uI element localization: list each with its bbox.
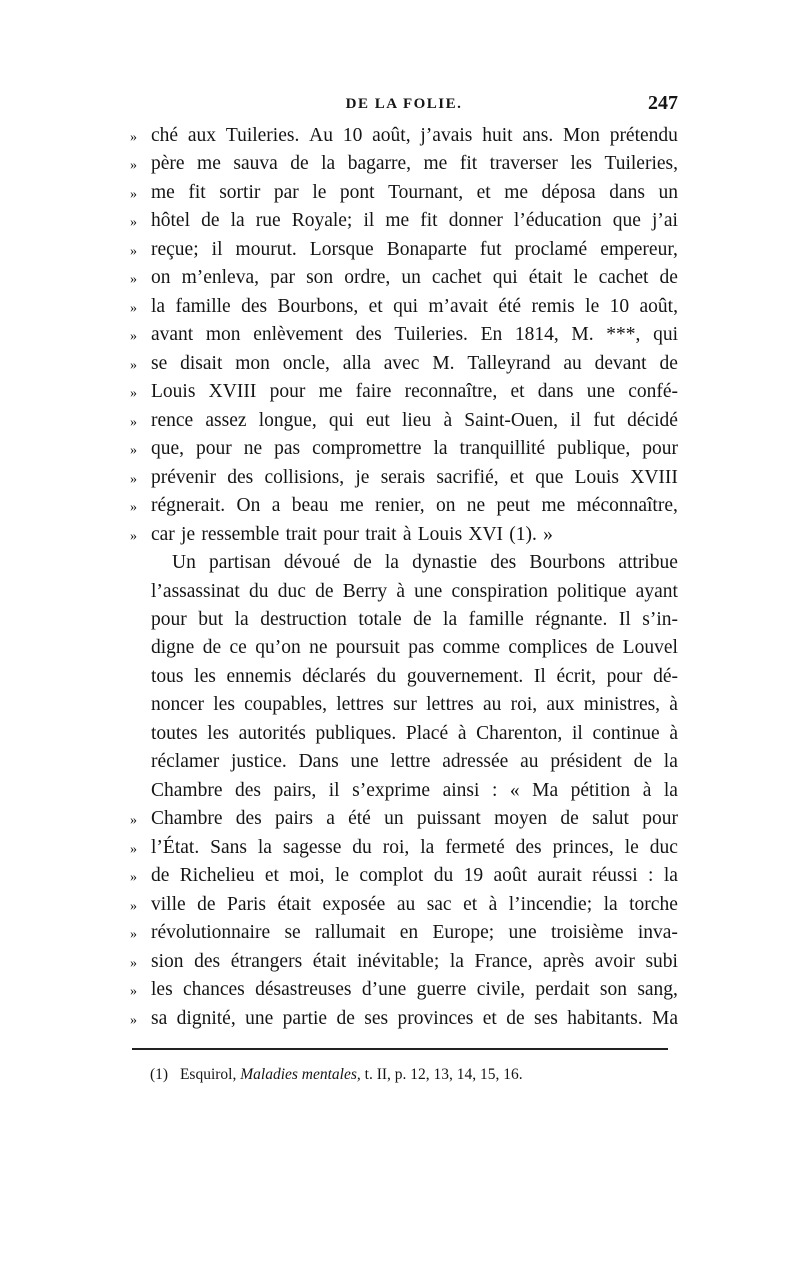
line-text: toutes les autorités publiques. Placé à Charenton, il continue à [151,722,678,744]
line-text: ville de Paris était exposée au sac et à l’incendie; la torche [151,893,678,915]
line-text: Un partisan dévoué de la dynastie des Bourbons attribue [172,552,678,574]
text-line [130,834,678,862]
text-line [130,464,678,492]
line-text: que, pour ne pas compromettre la tranquillité publique, pour [151,438,678,460]
quote-marker: » [130,386,137,402]
text-line [130,122,678,150]
line-text: digne de ce qu’on ne poursuit pas comme complices de Louvel [151,637,678,659]
text-line [130,1005,678,1033]
text-line [130,549,678,577]
text-line [130,264,678,292]
quote-marker: » [130,130,137,145]
text-line [130,919,678,947]
line-text: reçue; il mourut. Lorsque Bonaparte fut proclamé empereur, [151,238,678,260]
running-head [130,92,678,120]
line-text: car je ressemble trait pour trait à Louis XVI (1). » [151,523,553,545]
text-line [130,150,678,178]
quote-marker: » [130,984,137,1000]
quote-marker: » [130,528,137,544]
quote-marker: » [130,414,137,430]
text-line [130,321,678,349]
text-line [130,492,678,520]
line-text: de Richelieu et moi, le complot du 19 août aurait réussi : la [151,865,678,887]
line-text: rence assez longue, qui eut lieu à Saint-Ouen, il fut décidé [151,409,678,431]
text-line [130,720,678,748]
text-line [130,578,678,606]
line-text: prévenir des collisions, je serais sacrifié, et que Louis XVIII [151,466,678,488]
line-text: les chances désastreuses d’une guerre civile, perdait son sang, [151,979,678,1001]
line-text: hôtel de la rue Royale; il me fit donner l’éducation que j’ai [151,210,678,232]
running-head-title: DE LA FOLIE. [345,96,463,112]
quote-marker: » [130,243,137,259]
text-line [130,948,678,976]
quote-marker: » [130,186,137,202]
quote-marker: » [130,898,137,914]
line-text: Chambre des pairs a été un puissant moyen de salut pour [151,808,678,830]
line-text: l’État. Sans la sagesse du roi, la fermeté des princes, le duc [151,836,678,858]
quote-marker: » [130,1012,137,1028]
line-text: Chambre des pairs, il s’exprime ainsi : « Ma pétition à la [151,779,678,801]
quote-marker: » [130,927,137,943]
line-text: père me sauva de la bagarre, me fit traverser les Tuileries, [151,153,678,175]
line-text: sion des étrangers était inévitable; la France, après avoir subi [151,950,678,972]
footnote [150,1066,523,1084]
text-line [130,691,678,719]
quote-marker: » [130,500,137,516]
quote-marker: » [130,841,137,857]
text-line [130,891,678,919]
text-line [130,521,678,549]
line-text: pour but la destruction totale de la famille régnante. Il s’in- [151,608,678,630]
text-line [130,350,678,378]
text-line [130,236,678,264]
quote-marker: » [130,870,137,886]
line-text: noncer les coupables, lettres sur lettres au roi, aux ministres, à [151,694,678,716]
text-line [130,777,678,805]
quote-marker: » [130,955,137,971]
text-line [130,378,678,406]
quote-marker: » [130,215,137,231]
quote-marker: » [130,272,137,288]
line-text: régnerait. On a beau me renier, on ne peut me méconnaître, [151,495,678,517]
text-line [130,179,678,207]
text-line [130,207,678,235]
line-text: révolutionnaire se rallumait en Europe; une troisième inva- [151,922,678,944]
line-text: sa dignité, une partie de ses provinces et de ses habitants. Ma [151,1007,678,1029]
line-text: réclamer justice. Dans une lettre adressée au président de la [151,751,678,773]
footnote-label: (1) [150,1066,169,1083]
text-line [130,976,678,1004]
page-number: 247 [648,92,678,114]
line-text: l’assassinat du duc de Berry à une conspiration politique ayant [151,580,678,602]
line-text: on m’enleva, par son ordre, un cachet qui était le cachet de [151,267,678,289]
text-line [130,293,678,321]
quote-marker: » [130,300,137,316]
quote-marker: » [130,443,137,459]
line-text: se disait mon oncle, alla avec M. Talleyrand au devant de [151,352,678,374]
quote-marker: » [130,158,137,174]
line-text: tous les ennemis déclarés du gouvernement. Il écrit, pour dé- [151,665,678,687]
text-line [130,634,678,662]
quote-marker: » [130,357,137,373]
quote-marker: » [130,329,137,345]
text-line [130,663,678,691]
text-line [130,748,678,776]
line-text: avant mon enlèvement des Tuileries. En 1814, M. ***, qui [151,324,678,346]
line-text: me fit sortir par le pont Tournant, et me déposa dans un [151,181,678,203]
footnote-reference: t. II, p. 12, 13, 14, 15, 16. [364,1066,523,1083]
line-text: Louis XVIII pour me faire reconnaître, et dans une confé- [151,381,678,403]
text-line [130,407,678,435]
footnote-separator-rule [132,1048,668,1050]
text-line [130,862,678,890]
body-text [130,122,678,1033]
line-text: ché aux Tuileries. Au 10 août, j’avais huit ans. Mon prétendu [151,125,678,146]
quote-marker: » [130,813,137,829]
text-line [130,805,678,833]
text-line [130,606,678,634]
quote-marker: » [130,471,137,487]
footnote-author: Esquirol, [179,1066,237,1083]
text-line [130,435,678,463]
footnote-work-title: Maladies mentales, [240,1066,361,1083]
line-text: la famille des Bourbons, et qui m’avait été remis le 10 août, [151,295,678,317]
